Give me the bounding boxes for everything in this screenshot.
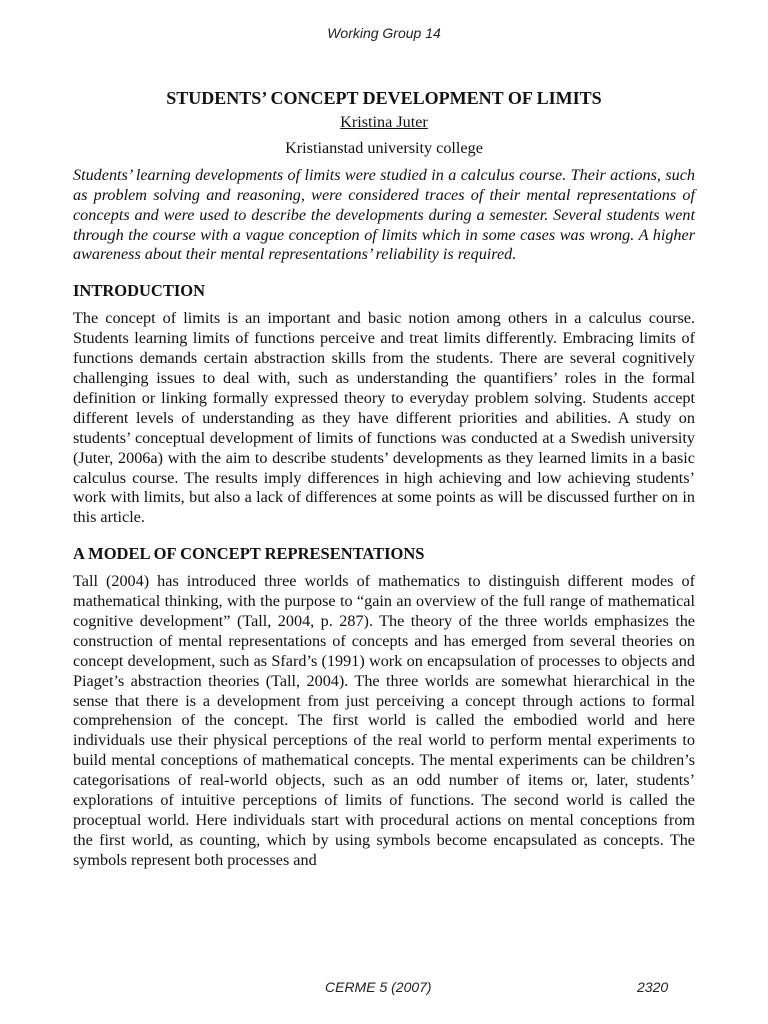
paper-title: STUDENTS’ CONCEPT DEVELOPMENT OF LIMITS <box>166 88 602 108</box>
page-content <box>73 87 695 871</box>
section-body-model: Tall (2004) has introduced three worlds of mathematics to distinguish different modes of mathematical thinking, with the purpose to “gain an overview of the full range of mathematical cognitive development” (Tall, 2004, p. 287). The theory of the three worlds emphasizes the construction of mental representations of concepts and has emerged from several theories on concept development, such as Sfard’s (1991) work on encapsulation of processes to objects and Piaget’s abstraction theories (Tall, 2004). The three worlds are somewhat hierarchical in the sense that there is a development from just perceiving a concept through actions to formal comprehension of the concept. The first world is called the embodied world and here individuals use their physical perceptions of the real world to perform mental experiments to build mental conceptions of mathematical concepts. The mental experiments can be children’s categorisations of real-world objects, such as an odd number of items or, later, students’ explorations of intuitive perceptions of limits of functions. The second world is called the proceptual world. Here individuals start with procedural actions on mental conceptions from the first world, as counting, which by using symbols become encapsulated as concepts. The symbols represent both processes and <box>73 572 695 869</box>
page-number: 2320 <box>637 979 669 995</box>
section-heading-model: A MODEL OF CONCEPT REPRESENTATIONS <box>73 544 425 564</box>
section-heading-introduction: INTRODUCTION <box>73 281 206 301</box>
section-body-introduction: The concept of limits is an important and basic notion among others in a calculus course. Students learning limits of functions perceive and treat limits differently. Embracing limits of functions demands certain abstraction skills from the students. There are several cognitively challenging issues to deal with, such as understanding the quantifiers’ roles in the formal definition or linking formally expressed theory to everyday problem solving. Students accept different levels of understanding as they have different priorities and abilities. A study on students’ conceptual development of limits of functions was conducted at a Swedish university (Juter, 2006a) with the aim to describe students’ developments as they learned limits in a basic calculus course. The results imply differences in high achieving and low achieving students’ work with limits, but also a lack of differences at some points as will be discussed further on in this article. <box>73 309 695 527</box>
abstract: Students’ learning developments of limits were studied in a calculus course. Their actions, such as problem solving and reasoning, were considered traces of their mental representations of concepts and were used to describe the developments during a semester. Several students went through the course with a vague conception of limits which in some cases was wrong. A higher awareness about their mental representations’ reliability is required. <box>73 165 695 264</box>
author-affiliation: Kristianstad university college <box>285 138 483 157</box>
running-header: Working Group 14 <box>327 25 441 41</box>
author-name: Kristina Juter <box>340 113 428 131</box>
footer-conference: CERME 5 (2007) <box>325 979 432 995</box>
